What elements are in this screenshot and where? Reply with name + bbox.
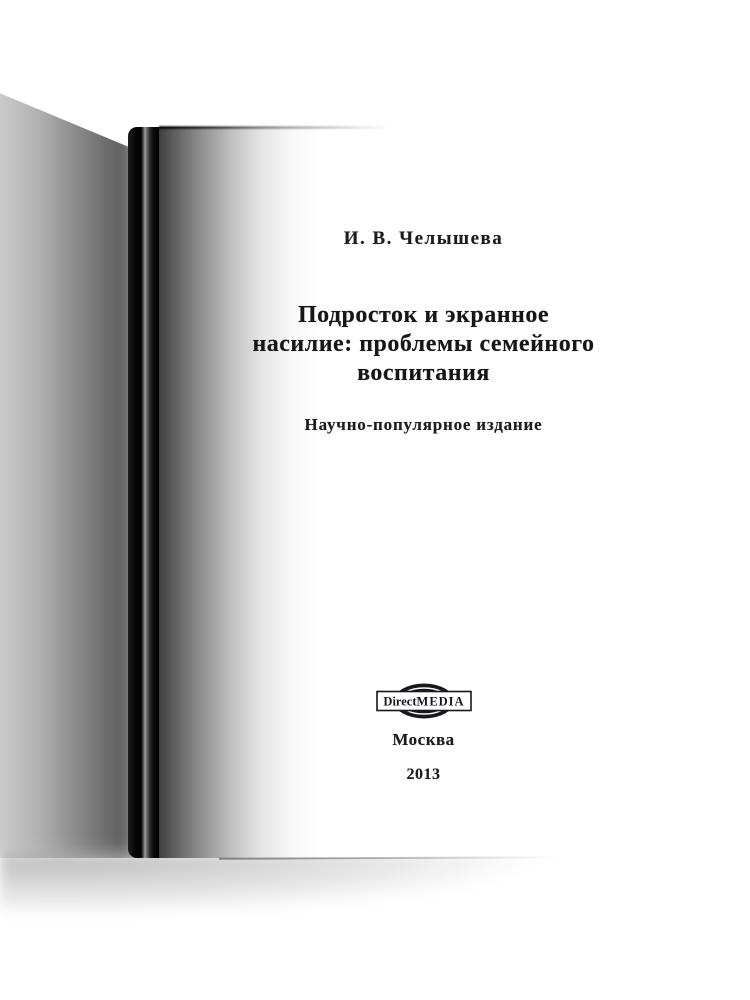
publisher-logo [159, 682, 688, 720]
book-spine [128, 127, 160, 858]
title-line-2: насилие: проблемы семейного [252, 331, 595, 357]
book [128, 127, 688, 858]
publisher-name-part2: MEDIA [416, 694, 465, 709]
city: Москва [392, 730, 455, 749]
book-cast-shadow [0, 70, 136, 858]
page-top-edge [159, 126, 389, 129]
edition-note: Научно-популярное издание [304, 415, 543, 434]
title-line-3: воспитания [357, 360, 490, 386]
year: 2013 [406, 766, 441, 783]
publisher-name-part1: Direct [382, 694, 417, 709]
book-bottom-shadow [0, 854, 660, 949]
publisher-name [383, 695, 464, 709]
book-title [159, 301, 688, 388]
publisher-logo-icon [375, 682, 473, 720]
title-page [159, 127, 688, 858]
title-line-1: Подросток и экранное [297, 302, 550, 328]
author-name: И. В. Челышева [343, 228, 504, 249]
